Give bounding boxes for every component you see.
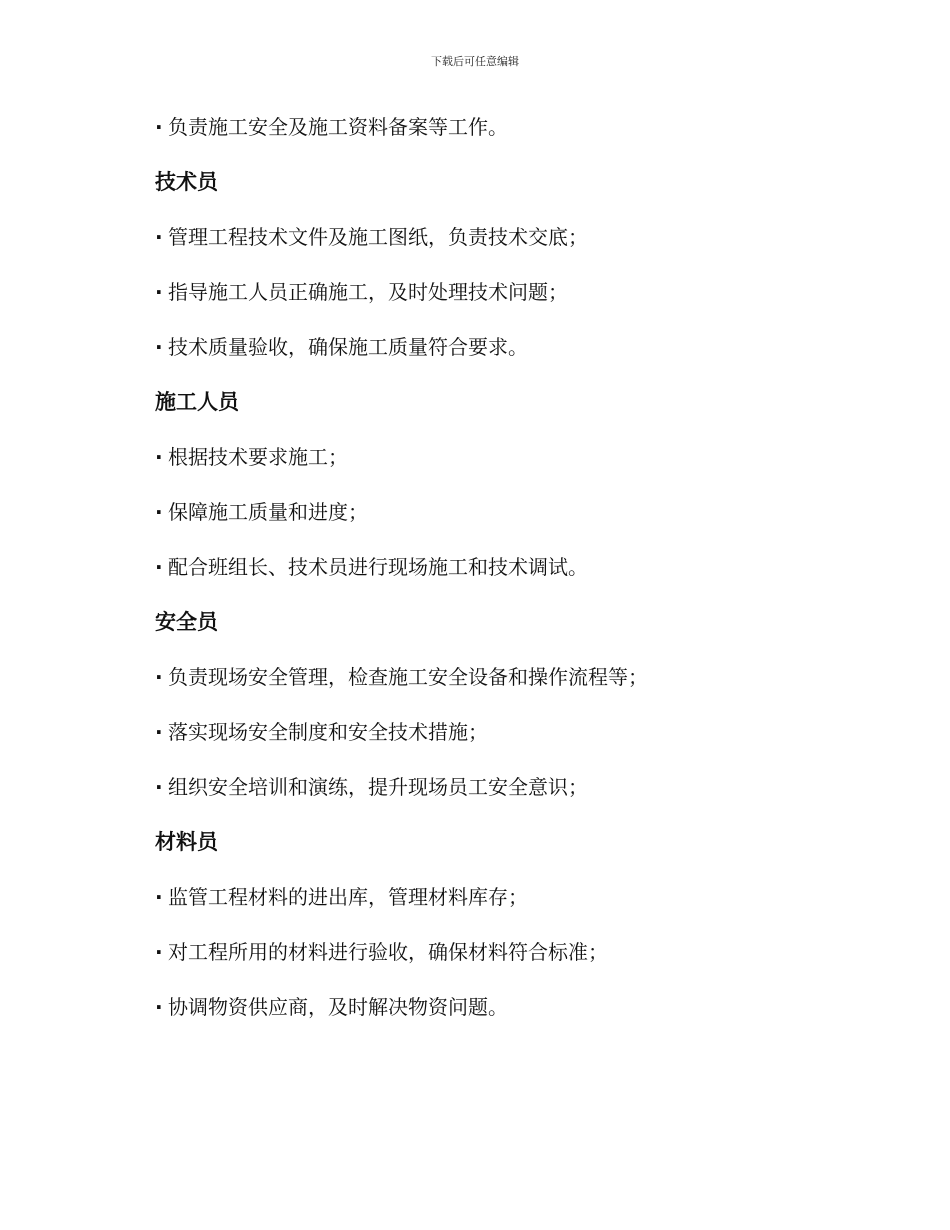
bullet-item	[155, 328, 815, 383]
section-heading: 施工人员	[155, 390, 239, 414]
bullet-item	[155, 438, 815, 493]
bullet-item	[155, 713, 815, 768]
bullet-text: 配合班组长、技术员进行现场施工和技术调试。	[168, 555, 588, 579]
bullet-text: 组织安全培训和演练，提升现场员工安全意识；	[168, 775, 588, 799]
bullet-icon: ·	[155, 225, 163, 249]
bullet-icon: ·	[155, 720, 163, 744]
bullet-icon: ·	[155, 940, 163, 964]
bullet-text: 落实现场安全制度和安全技术措施；	[168, 720, 488, 744]
bullet-icon: ·	[155, 995, 163, 1019]
section-heading: 材料员	[155, 830, 218, 854]
section-heading: 技术员	[155, 170, 218, 194]
bullet-item	[155, 658, 815, 713]
page-header: 下载后可任意编辑	[431, 55, 519, 68]
bullet-icon: ·	[155, 335, 163, 359]
bullet-icon: ·	[155, 280, 163, 304]
bullet-text: 协调物资供应商，及时解决物资问题。	[168, 995, 508, 1019]
bullet-icon: ·	[155, 500, 163, 524]
document-body	[155, 108, 815, 1043]
bullet-item	[155, 548, 815, 603]
bullet-text: 负责现场安全管理，检查施工安全设备和操作流程等；	[168, 665, 648, 689]
bullet-icon: ·	[155, 885, 163, 909]
bullet-item	[155, 933, 815, 988]
bullet-text: 保障施工质量和进度；	[168, 500, 368, 524]
bullet-item	[155, 988, 815, 1043]
bullet-icon: ·	[155, 555, 163, 579]
bullet-icon: ·	[155, 665, 163, 689]
bullet-item	[155, 878, 815, 933]
bullet-item	[155, 273, 815, 328]
bullet-icon: ·	[155, 445, 163, 469]
bullet-item	[155, 493, 815, 548]
bullet-item	[155, 218, 815, 273]
bullet-icon: ·	[155, 775, 163, 799]
bullet-icon: ·	[155, 115, 163, 139]
bullet-item	[155, 768, 815, 823]
bullet-text: 指导施工人员正确施工，及时处理技术问题；	[168, 280, 568, 304]
bullet-text: 根据技术要求施工；	[168, 445, 348, 469]
bullet-text: 对工程所用的材料进行验收，确保材料符合标准；	[168, 940, 608, 964]
bullet-text: 监管工程材料的进出库，管理材料库存；	[168, 885, 528, 909]
bullet-item	[155, 108, 815, 163]
bullet-text: 负责施工安全及施工资料备案等工作。	[168, 115, 508, 139]
section-heading: 安全员	[155, 610, 218, 634]
bullet-text: 技术质量验收，确保施工质量符合要求。	[168, 335, 528, 359]
bullet-text: 管理工程技术文件及施工图纸，负责技术交底；	[168, 225, 588, 249]
